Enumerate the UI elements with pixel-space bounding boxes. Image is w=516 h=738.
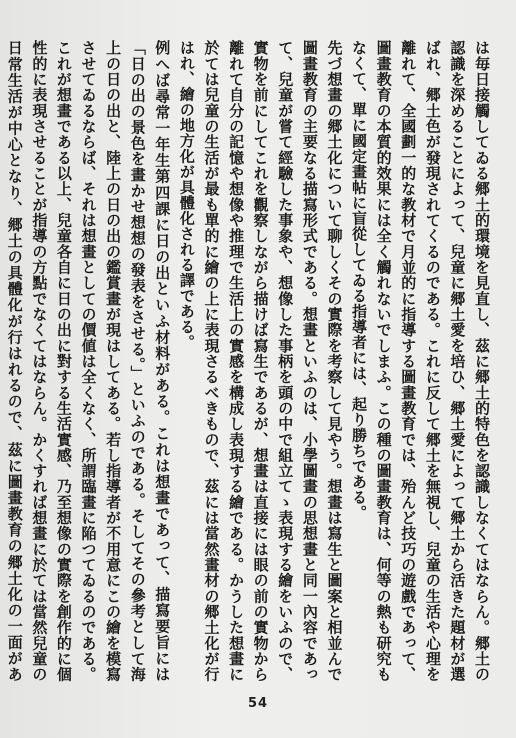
page-number: 54	[247, 696, 269, 711]
paragraph-2: 先づ想畫の郷土化について聊しくその實際を考察して見やう。想畫は寫生と圖案と相並んで圖畫教育の主要なる描寫形式である。想畫といふのは、小學圖畫の思想畫と同一內容であって、兒童が嘗て經驗した事象や、想像した事柄を頭の中で組立てゝ表現する繪をいふので、實物を前にしてこれを觀察しながら描けば寫生であるが、想畫は直接には眼の前の實物から離れて自分の記憶や想像や推理で生活上の實感を構成し表現する繪である。かうした想畫に於ては兒童の生活が最も單的に繪の上に表現さるべきもので、茲には當然畫材の郷土化が行はれ、繪の地方化が具體化される譯である。	[177, 40, 344, 682]
vertical-text-body	[5, 40, 494, 683]
paragraph-1: は毎日接觸してゐる郷土的環境を見直し、茲に郷土的特色を認識しなくてはならん。郷土の認識を深めることによって、兒童に郷土愛を培ひ、郷土愛によって郷土から活きた題材が選ばれ、郷土色が發現されてくるのである。これに反して郷土を無視し、兒童の生活や心理を離れて、全國劃一的な教材で月並的に指導する圖畫教育では、殆んど技巧の遊戲であって、圖畫教育の本質的效果には全く觸れないでしまふ。この種の圖畫教育は、何等の熱も研究もなくて、單に國定畫帖に盲從してゐる指導者には、起り勝ちである。	[350, 40, 491, 682]
paragraph-3: 例へば尋常一年生第四課に日の出といふ材料がある。これは想畫であって、描寫要旨には「日の出の景色を畫かせ想想の發表をさせる。」といふのである。そしてその參考として海上の日の出と、陸上の日の出の鑑賞畫が現はしてある。若し指導者が不用意にこの繪を模寫させてゐるならば、それは想畫としての價値は全くなく、所謂臨畫に陥つてゐるのである。これが想畫である以上、兒童各自に日の出に對する生活實感、乃至想像の實際を創作的に個性的に表現させることが指導の方點でなくてはならん。かくすれば想畫に於ては當然兒童の日常生活が中心となり、郷土の具體化が行はれるので、茲に圖畫教育の郷土化の一面があ	[5, 40, 172, 683]
